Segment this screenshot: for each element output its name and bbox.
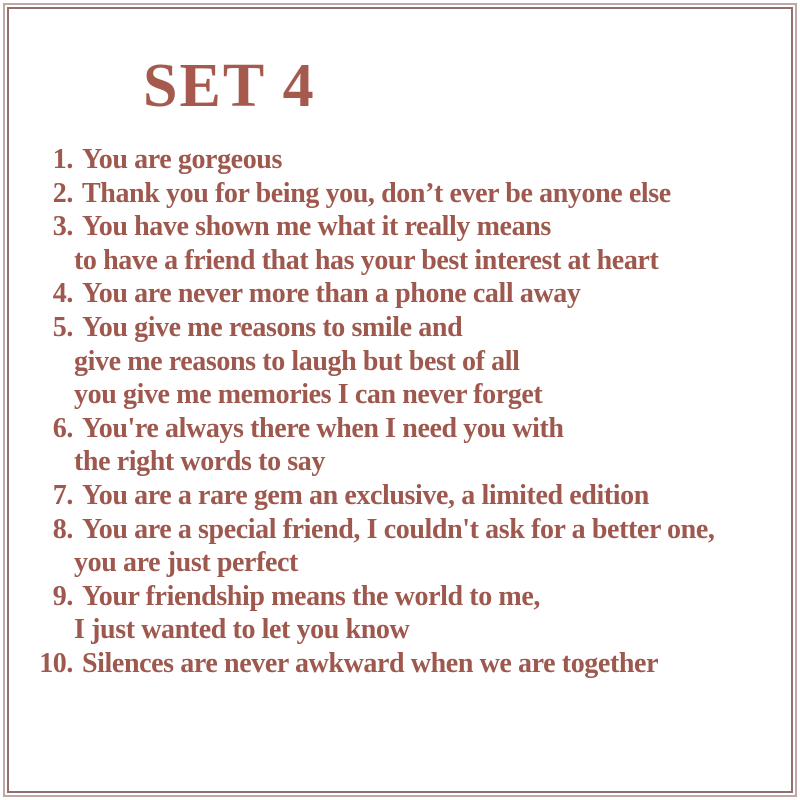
poster-content: [9, 9, 791, 791]
item-number: 2.: [52, 177, 73, 209]
compliments-list: [39, 143, 773, 681]
list-item: [39, 311, 773, 412]
list-item: [39, 647, 773, 681]
item-text: You are gorgeous: [82, 144, 282, 175]
item-line: [39, 177, 773, 211]
item-number: 10.: [39, 647, 73, 679]
item-continuation-line: [39, 445, 773, 479]
item-continuation-line: [39, 546, 773, 580]
list-item: [39, 177, 773, 211]
list-item: [39, 412, 773, 479]
item-text: You have shown me what it really means: [82, 211, 551, 243]
item-number: 8.: [52, 513, 73, 545]
item-text: give me reasons to laugh but best of all: [74, 345, 520, 377]
list-item: [39, 580, 773, 647]
list-item: [39, 513, 773, 580]
item-text: you give me memories I can never forget: [74, 379, 543, 411]
item-number: 4.: [52, 278, 73, 310]
page-title: SET 4: [143, 52, 316, 120]
item-number: 7.: [52, 479, 73, 511]
item-line: [39, 210, 773, 244]
list-item: [39, 479, 773, 513]
item-continuation-line: [39, 244, 773, 278]
item-number: 3.: [52, 211, 73, 243]
item-continuation-line: [39, 613, 773, 647]
item-number: 1.: [52, 144, 73, 175]
item-number: 9.: [52, 580, 73, 612]
list-item: [39, 210, 773, 277]
item-line: [39, 311, 773, 345]
item-text: You give me reasons to smile and: [82, 311, 463, 343]
item-text: You are a special friend, I couldn't ask for a better one,: [82, 513, 715, 545]
item-text: You're always there when I need you with: [82, 412, 564, 444]
item-text: I just wanted to let you know: [74, 614, 410, 646]
item-number: 6.: [52, 412, 73, 444]
list-item: [39, 277, 773, 311]
item-line: [39, 412, 773, 446]
item-line: [39, 513, 773, 547]
item-line: [39, 647, 773, 681]
item-text: the right words to say: [74, 446, 325, 478]
item-line: [39, 143, 773, 177]
item-text: Your friendship means the world to me,: [82, 580, 540, 612]
item-continuation-line: [39, 345, 773, 379]
item-text: You are never more than a phone call away: [82, 278, 581, 310]
item-text: Thank you for being you, don’t ever be anyone else: [82, 177, 671, 209]
item-number: 5.: [52, 311, 73, 343]
list-item: [39, 143, 773, 177]
item-line: [39, 580, 773, 614]
item-continuation-line: [39, 378, 773, 412]
item-line: [39, 479, 773, 513]
item-line: [39, 277, 773, 311]
item-text: You are a rare gem an exclusive, a limited edition: [82, 479, 649, 511]
item-text: to have a friend that has your best interest at heart: [74, 244, 659, 276]
item-text: you are just perfect: [74, 547, 298, 579]
item-text: Silences are never awkward when we are together: [82, 647, 659, 679]
